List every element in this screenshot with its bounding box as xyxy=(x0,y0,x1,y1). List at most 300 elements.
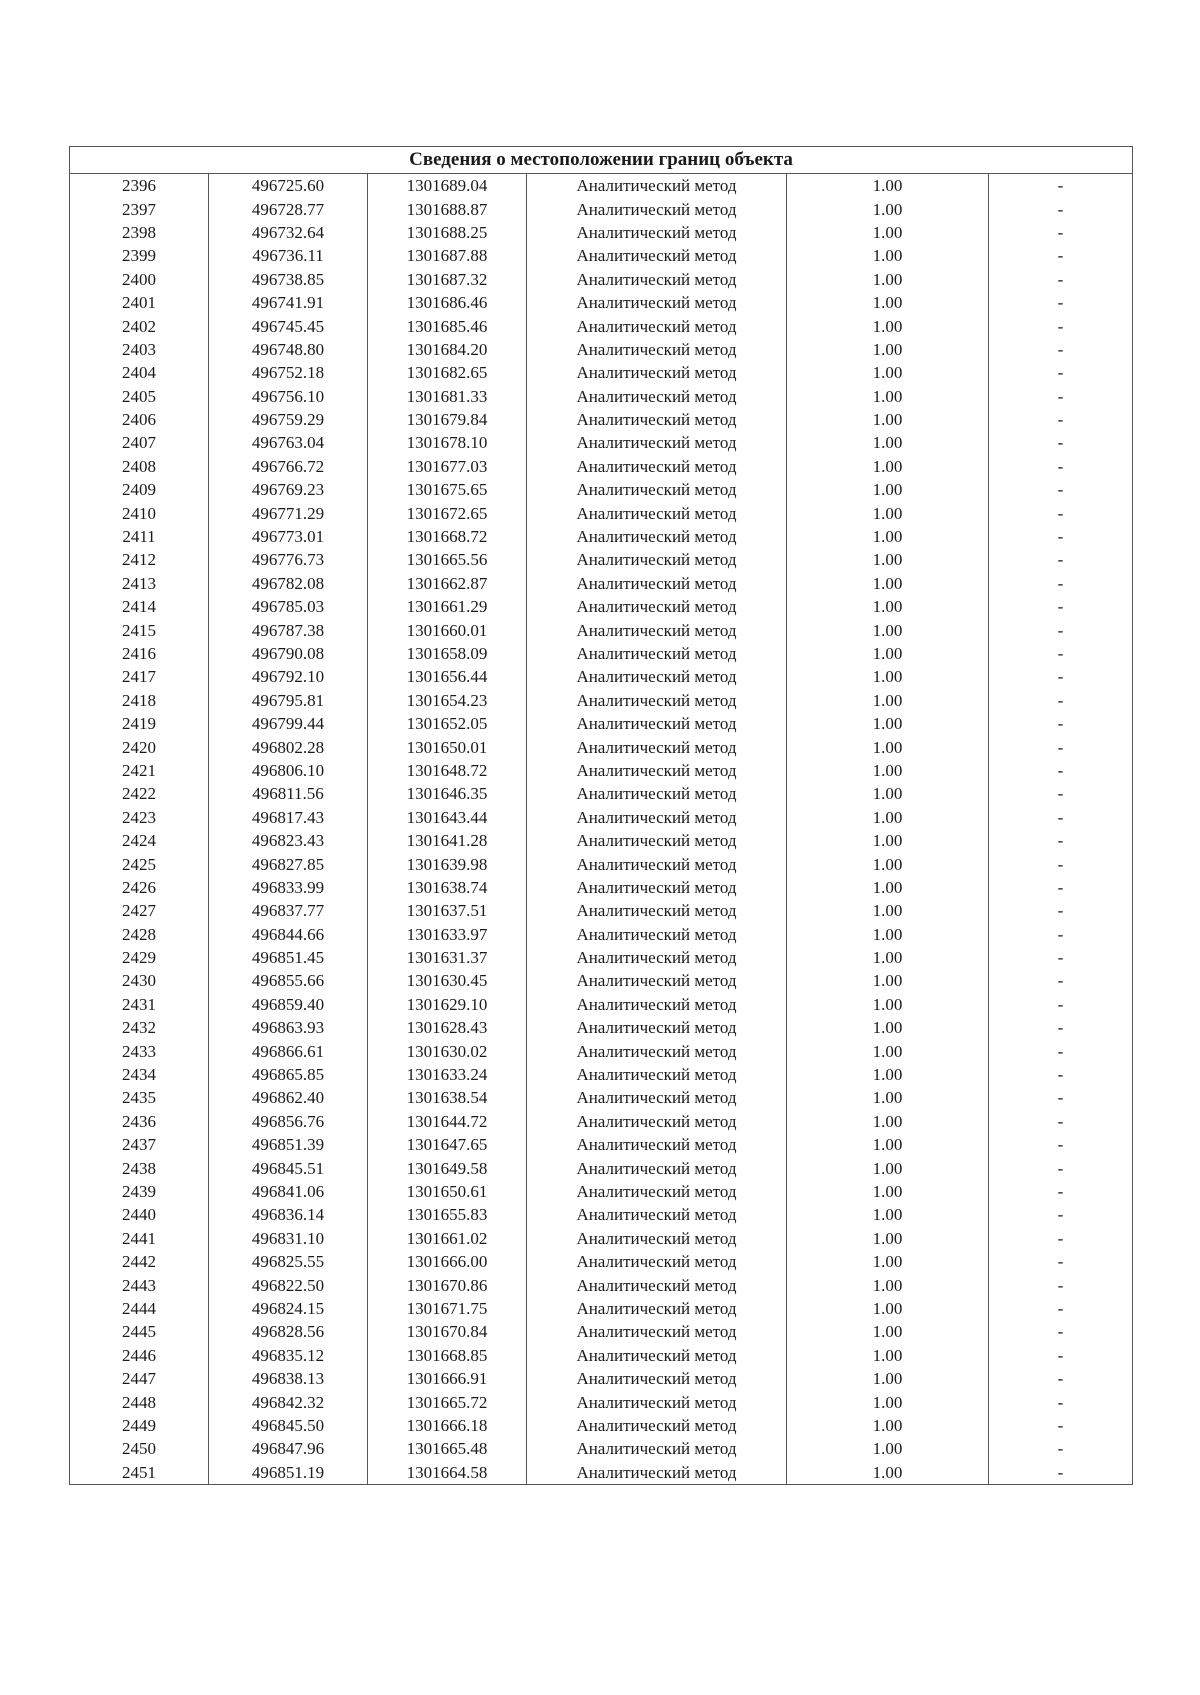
cell-y-coordinate: 1301682.65 xyxy=(368,361,527,384)
cell-description: - xyxy=(989,923,1133,946)
cell-y-coordinate: 1301664.58 xyxy=(368,1460,527,1484)
table-row xyxy=(70,993,1133,1016)
cell-method: Аналитический метод xyxy=(527,1367,787,1390)
cell-x-coordinate: 496822.50 xyxy=(209,1273,368,1296)
cell-description: - xyxy=(989,782,1133,805)
cell-description: - xyxy=(989,1063,1133,1086)
cell-accuracy: 1.00 xyxy=(787,1156,989,1179)
cell-point-number: 2410 xyxy=(70,501,209,524)
cell-accuracy: 1.00 xyxy=(787,618,989,641)
cell-method: Аналитический метод xyxy=(527,876,787,899)
cell-method: Аналитический метод xyxy=(527,1437,787,1460)
cell-y-coordinate: 1301628.43 xyxy=(368,1016,527,1039)
table-row xyxy=(70,338,1133,361)
cell-description: - xyxy=(989,829,1133,852)
cell-method: Аналитический метод xyxy=(527,501,787,524)
cell-y-coordinate: 1301685.46 xyxy=(368,314,527,337)
table-row xyxy=(70,1414,1133,1437)
cell-method: Аналитический метод xyxy=(527,1414,787,1437)
cell-method: Аналитический метод xyxy=(527,946,787,969)
cell-y-coordinate: 1301686.46 xyxy=(368,291,527,314)
cell-point-number: 2423 xyxy=(70,806,209,829)
cell-point-number: 2415 xyxy=(70,618,209,641)
cell-y-coordinate: 1301633.97 xyxy=(368,923,527,946)
cell-accuracy: 1.00 xyxy=(787,923,989,946)
cell-y-coordinate: 1301668.72 xyxy=(368,525,527,548)
cell-method: Аналитический метод xyxy=(527,1273,787,1296)
cell-y-coordinate: 1301629.10 xyxy=(368,993,527,1016)
cell-method: Аналитический метод xyxy=(527,1133,787,1156)
cell-point-number: 2445 xyxy=(70,1320,209,1343)
cell-x-coordinate: 496831.10 xyxy=(209,1227,368,1250)
table-row xyxy=(70,689,1133,712)
cell-y-coordinate: 1301637.51 xyxy=(368,899,527,922)
cell-y-coordinate: 1301687.88 xyxy=(368,244,527,267)
cell-point-number: 2431 xyxy=(70,993,209,1016)
cell-x-coordinate: 496769.23 xyxy=(209,478,368,501)
table-row xyxy=(70,455,1133,478)
cell-y-coordinate: 1301684.20 xyxy=(368,338,527,361)
cell-y-coordinate: 1301656.44 xyxy=(368,665,527,688)
cell-point-number: 2413 xyxy=(70,572,209,595)
cell-point-number: 2400 xyxy=(70,268,209,291)
table-row xyxy=(70,1437,1133,1460)
cell-y-coordinate: 1301679.84 xyxy=(368,408,527,431)
table-row xyxy=(70,969,1133,992)
cell-point-number: 2430 xyxy=(70,969,209,992)
table-row xyxy=(70,1133,1133,1156)
cell-x-coordinate: 496725.60 xyxy=(209,174,368,198)
cell-accuracy: 1.00 xyxy=(787,1110,989,1133)
table-title-row xyxy=(70,147,1133,174)
cell-method: Аналитический метод xyxy=(527,361,787,384)
cell-description: - xyxy=(989,899,1133,922)
cell-x-coordinate: 496845.50 xyxy=(209,1414,368,1437)
cell-y-coordinate: 1301646.35 xyxy=(368,782,527,805)
cell-method: Аналитический метод xyxy=(527,525,787,548)
cell-method: Аналитический метод xyxy=(527,1344,787,1367)
table-row xyxy=(70,174,1133,198)
table-row xyxy=(70,946,1133,969)
table-row xyxy=(70,197,1133,220)
cell-description: - xyxy=(989,501,1133,524)
cell-x-coordinate: 496736.11 xyxy=(209,244,368,267)
cell-x-coordinate: 496748.80 xyxy=(209,338,368,361)
cell-accuracy: 1.00 xyxy=(787,1297,989,1320)
cell-method: Аналитический метод xyxy=(527,314,787,337)
table-row xyxy=(70,1180,1133,1203)
cell-method: Аналитический метод xyxy=(527,385,787,408)
cell-x-coordinate: 496806.10 xyxy=(209,759,368,782)
table-body xyxy=(70,174,1133,1485)
cell-description: - xyxy=(989,478,1133,501)
cell-accuracy: 1.00 xyxy=(787,1390,989,1413)
cell-accuracy: 1.00 xyxy=(787,665,989,688)
cell-description: - xyxy=(989,431,1133,454)
cell-description: - xyxy=(989,1437,1133,1460)
cell-accuracy: 1.00 xyxy=(787,385,989,408)
cell-accuracy: 1.00 xyxy=(787,1250,989,1273)
cell-method: Аналитический метод xyxy=(527,244,787,267)
cell-description: - xyxy=(989,642,1133,665)
cell-accuracy: 1.00 xyxy=(787,525,989,548)
cell-y-coordinate: 1301665.72 xyxy=(368,1390,527,1413)
cell-accuracy: 1.00 xyxy=(787,735,989,758)
cell-y-coordinate: 1301668.85 xyxy=(368,1344,527,1367)
table-title: Сведения о местоположении границ объекта xyxy=(70,147,1133,174)
cell-x-coordinate: 496766.72 xyxy=(209,455,368,478)
table-row xyxy=(70,852,1133,875)
cell-method: Аналитический метод xyxy=(527,1390,787,1413)
cell-point-number: 2428 xyxy=(70,923,209,946)
table-row xyxy=(70,268,1133,291)
cell-x-coordinate: 496759.29 xyxy=(209,408,368,431)
table-row xyxy=(70,595,1133,618)
cell-accuracy: 1.00 xyxy=(787,338,989,361)
cell-method: Аналитический метод xyxy=(527,338,787,361)
cell-point-number: 2418 xyxy=(70,689,209,712)
cell-point-number: 2447 xyxy=(70,1367,209,1390)
cell-x-coordinate: 496838.13 xyxy=(209,1367,368,1390)
cell-accuracy: 1.00 xyxy=(787,478,989,501)
cell-method: Аналитический метод xyxy=(527,174,787,198)
cell-method: Аналитический метод xyxy=(527,899,787,922)
cell-method: Аналитический метод xyxy=(527,1460,787,1484)
cell-x-coordinate: 496728.77 xyxy=(209,197,368,220)
table-row xyxy=(70,1016,1133,1039)
cell-method: Аналитический метод xyxy=(527,712,787,735)
cell-y-coordinate: 1301666.91 xyxy=(368,1367,527,1390)
cell-point-number: 2403 xyxy=(70,338,209,361)
cell-x-coordinate: 496833.99 xyxy=(209,876,368,899)
cell-description: - xyxy=(989,1203,1133,1226)
table-row xyxy=(70,1250,1133,1273)
cell-description: - xyxy=(989,1414,1133,1437)
cell-accuracy: 1.00 xyxy=(787,1133,989,1156)
cell-accuracy: 1.00 xyxy=(787,876,989,899)
cell-y-coordinate: 1301644.72 xyxy=(368,1110,527,1133)
cell-y-coordinate: 1301677.03 xyxy=(368,455,527,478)
table-row xyxy=(70,1039,1133,1062)
table-row xyxy=(70,618,1133,641)
cell-y-coordinate: 1301665.56 xyxy=(368,548,527,571)
table-row xyxy=(70,899,1133,922)
cell-x-coordinate: 496776.73 xyxy=(209,548,368,571)
cell-accuracy: 1.00 xyxy=(787,1227,989,1250)
cell-point-number: 2399 xyxy=(70,244,209,267)
table-row xyxy=(70,829,1133,852)
table-row xyxy=(70,1110,1133,1133)
cell-accuracy: 1.00 xyxy=(787,1086,989,1109)
cell-accuracy: 1.00 xyxy=(787,197,989,220)
cell-method: Аналитический метод xyxy=(527,1180,787,1203)
cell-point-number: 2427 xyxy=(70,899,209,922)
cell-x-coordinate: 496855.66 xyxy=(209,969,368,992)
cell-method: Аналитический метод xyxy=(527,852,787,875)
table-row xyxy=(70,1460,1133,1484)
cell-method: Аналитический метод xyxy=(527,923,787,946)
cell-accuracy: 1.00 xyxy=(787,548,989,571)
cell-method: Аналитический метод xyxy=(527,1203,787,1226)
cell-point-number: 2446 xyxy=(70,1344,209,1367)
cell-y-coordinate: 1301672.65 xyxy=(368,501,527,524)
cell-point-number: 2421 xyxy=(70,759,209,782)
cell-method: Аналитический метод xyxy=(527,782,787,805)
cell-y-coordinate: 1301660.01 xyxy=(368,618,527,641)
cell-description: - xyxy=(989,385,1133,408)
cell-method: Аналитический метод xyxy=(527,1156,787,1179)
table-row xyxy=(70,759,1133,782)
cell-accuracy: 1.00 xyxy=(787,408,989,431)
table-row xyxy=(70,1203,1133,1226)
cell-description: - xyxy=(989,268,1133,291)
cell-point-number: 2438 xyxy=(70,1156,209,1179)
cell-point-number: 2401 xyxy=(70,291,209,314)
cell-y-coordinate: 1301630.02 xyxy=(368,1039,527,1062)
cell-accuracy: 1.00 xyxy=(787,1203,989,1226)
cell-x-coordinate: 496856.76 xyxy=(209,1110,368,1133)
cell-method: Аналитический метод xyxy=(527,1227,787,1250)
cell-accuracy: 1.00 xyxy=(787,1063,989,1086)
cell-accuracy: 1.00 xyxy=(787,268,989,291)
cell-method: Аналитический метод xyxy=(527,408,787,431)
cell-description: - xyxy=(989,174,1133,198)
table-row xyxy=(70,1367,1133,1390)
cell-method: Аналитический метод xyxy=(527,665,787,688)
table-row xyxy=(70,525,1133,548)
cell-x-coordinate: 496741.91 xyxy=(209,291,368,314)
cell-description: - xyxy=(989,455,1133,478)
table-row xyxy=(70,501,1133,524)
cell-point-number: 2412 xyxy=(70,548,209,571)
cell-description: - xyxy=(989,338,1133,361)
cell-x-coordinate: 496771.29 xyxy=(209,501,368,524)
cell-x-coordinate: 496799.44 xyxy=(209,712,368,735)
cell-accuracy: 1.00 xyxy=(787,1414,989,1437)
cell-description: - xyxy=(989,408,1133,431)
table-row xyxy=(70,548,1133,571)
cell-method: Аналитический метод xyxy=(527,1110,787,1133)
cell-x-coordinate: 496835.12 xyxy=(209,1344,368,1367)
table-row xyxy=(70,385,1133,408)
table-row xyxy=(70,1156,1133,1179)
cell-accuracy: 1.00 xyxy=(787,993,989,1016)
cell-description: - xyxy=(989,993,1133,1016)
cell-x-coordinate: 496792.10 xyxy=(209,665,368,688)
cell-description: - xyxy=(989,969,1133,992)
table-row xyxy=(70,923,1133,946)
cell-x-coordinate: 496841.06 xyxy=(209,1180,368,1203)
cell-point-number: 2440 xyxy=(70,1203,209,1226)
cell-y-coordinate: 1301638.74 xyxy=(368,876,527,899)
cell-accuracy: 1.00 xyxy=(787,806,989,829)
cell-x-coordinate: 496836.14 xyxy=(209,1203,368,1226)
cell-accuracy: 1.00 xyxy=(787,969,989,992)
cell-y-coordinate: 1301658.09 xyxy=(368,642,527,665)
cell-y-coordinate: 1301670.86 xyxy=(368,1273,527,1296)
cell-accuracy: 1.00 xyxy=(787,782,989,805)
cell-method: Аналитический метод xyxy=(527,993,787,1016)
cell-description: - xyxy=(989,618,1133,641)
cell-point-number: 2439 xyxy=(70,1180,209,1203)
cell-description: - xyxy=(989,1039,1133,1062)
cell-accuracy: 1.00 xyxy=(787,1320,989,1343)
cell-x-coordinate: 496823.43 xyxy=(209,829,368,852)
cell-method: Аналитический метод xyxy=(527,197,787,220)
table-row xyxy=(70,1320,1133,1343)
cell-y-coordinate: 1301639.98 xyxy=(368,852,527,875)
cell-x-coordinate: 496763.04 xyxy=(209,431,368,454)
cell-description: - xyxy=(989,1390,1133,1413)
cell-point-number: 2397 xyxy=(70,197,209,220)
cell-point-number: 2436 xyxy=(70,1110,209,1133)
table-row xyxy=(70,1390,1133,1413)
cell-y-coordinate: 1301666.00 xyxy=(368,1250,527,1273)
cell-description: - xyxy=(989,1086,1133,1109)
cell-point-number: 2405 xyxy=(70,385,209,408)
cell-point-number: 2434 xyxy=(70,1063,209,1086)
cell-y-coordinate: 1301687.32 xyxy=(368,268,527,291)
cell-description: - xyxy=(989,665,1133,688)
cell-description: - xyxy=(989,852,1133,875)
cell-accuracy: 1.00 xyxy=(787,221,989,244)
cell-y-coordinate: 1301688.87 xyxy=(368,197,527,220)
table-row xyxy=(70,221,1133,244)
cell-x-coordinate: 496859.40 xyxy=(209,993,368,1016)
cell-point-number: 2429 xyxy=(70,946,209,969)
cell-point-number: 2406 xyxy=(70,408,209,431)
cell-x-coordinate: 496752.18 xyxy=(209,361,368,384)
cell-x-coordinate: 496827.85 xyxy=(209,852,368,875)
cell-description: - xyxy=(989,361,1133,384)
table-row xyxy=(70,1273,1133,1296)
cell-y-coordinate: 1301631.37 xyxy=(368,946,527,969)
cell-accuracy: 1.00 xyxy=(787,852,989,875)
cell-point-number: 2442 xyxy=(70,1250,209,1273)
cell-y-coordinate: 1301662.87 xyxy=(368,572,527,595)
cell-y-coordinate: 1301654.23 xyxy=(368,689,527,712)
cell-y-coordinate: 1301643.44 xyxy=(368,806,527,829)
cell-point-number: 2420 xyxy=(70,735,209,758)
cell-method: Аналитический метод xyxy=(527,1086,787,1109)
cell-point-number: 2409 xyxy=(70,478,209,501)
cell-y-coordinate: 1301648.72 xyxy=(368,759,527,782)
cell-y-coordinate: 1301675.65 xyxy=(368,478,527,501)
cell-accuracy: 1.00 xyxy=(787,501,989,524)
cell-description: - xyxy=(989,572,1133,595)
cell-x-coordinate: 496811.56 xyxy=(209,782,368,805)
cell-y-coordinate: 1301665.48 xyxy=(368,1437,527,1460)
cell-x-coordinate: 496844.66 xyxy=(209,923,368,946)
cell-description: - xyxy=(989,1273,1133,1296)
table-row xyxy=(70,642,1133,665)
cell-accuracy: 1.00 xyxy=(787,244,989,267)
cell-point-number: 2449 xyxy=(70,1414,209,1437)
table-row xyxy=(70,1297,1133,1320)
cell-point-number: 2398 xyxy=(70,221,209,244)
cell-y-coordinate: 1301681.33 xyxy=(368,385,527,408)
cell-description: - xyxy=(989,806,1133,829)
table-row xyxy=(70,665,1133,688)
table-row xyxy=(70,1063,1133,1086)
cell-x-coordinate: 496865.85 xyxy=(209,1063,368,1086)
cell-point-number: 2417 xyxy=(70,665,209,688)
cell-accuracy: 1.00 xyxy=(787,1460,989,1484)
cell-accuracy: 1.00 xyxy=(787,1273,989,1296)
cell-method: Аналитический метод xyxy=(527,1250,787,1273)
cell-x-coordinate: 496787.38 xyxy=(209,618,368,641)
cell-x-coordinate: 496773.01 xyxy=(209,525,368,548)
cell-x-coordinate: 496824.15 xyxy=(209,1297,368,1320)
cell-point-number: 2451 xyxy=(70,1460,209,1484)
cell-y-coordinate: 1301671.75 xyxy=(368,1297,527,1320)
table-row xyxy=(70,291,1133,314)
cell-method: Аналитический метод xyxy=(527,735,787,758)
cell-accuracy: 1.00 xyxy=(787,689,989,712)
cell-point-number: 2396 xyxy=(70,174,209,198)
cell-point-number: 2450 xyxy=(70,1437,209,1460)
table-row xyxy=(70,572,1133,595)
cell-description: - xyxy=(989,759,1133,782)
cell-accuracy: 1.00 xyxy=(787,899,989,922)
cell-description: - xyxy=(989,1133,1133,1156)
cell-description: - xyxy=(989,1227,1133,1250)
cell-accuracy: 1.00 xyxy=(787,595,989,618)
table-row xyxy=(70,1227,1133,1250)
cell-method: Аналитический метод xyxy=(527,806,787,829)
cell-description: - xyxy=(989,689,1133,712)
cell-accuracy: 1.00 xyxy=(787,1437,989,1460)
cell-x-coordinate: 496756.10 xyxy=(209,385,368,408)
cell-accuracy: 1.00 xyxy=(787,759,989,782)
cell-y-coordinate: 1301661.02 xyxy=(368,1227,527,1250)
cell-description: - xyxy=(989,735,1133,758)
cell-x-coordinate: 496782.08 xyxy=(209,572,368,595)
cell-method: Аналитический метод xyxy=(527,221,787,244)
cell-y-coordinate: 1301630.45 xyxy=(368,969,527,992)
cell-y-coordinate: 1301661.29 xyxy=(368,595,527,618)
cell-point-number: 2402 xyxy=(70,314,209,337)
cell-method: Аналитический метод xyxy=(527,618,787,641)
cell-point-number: 2437 xyxy=(70,1133,209,1156)
cell-accuracy: 1.00 xyxy=(787,1039,989,1062)
cell-x-coordinate: 496851.19 xyxy=(209,1460,368,1484)
cell-description: - xyxy=(989,1367,1133,1390)
cell-method: Аналитический метод xyxy=(527,548,787,571)
cell-method: Аналитический метод xyxy=(527,291,787,314)
cell-x-coordinate: 496828.56 xyxy=(209,1320,368,1343)
cell-x-coordinate: 496847.96 xyxy=(209,1437,368,1460)
cell-x-coordinate: 496785.03 xyxy=(209,595,368,618)
cell-point-number: 2404 xyxy=(70,361,209,384)
cell-method: Аналитический метод xyxy=(527,478,787,501)
cell-description: - xyxy=(989,712,1133,735)
cell-accuracy: 1.00 xyxy=(787,642,989,665)
cell-x-coordinate: 496851.45 xyxy=(209,946,368,969)
cell-point-number: 2411 xyxy=(70,525,209,548)
cell-y-coordinate: 1301641.28 xyxy=(368,829,527,852)
cell-accuracy: 1.00 xyxy=(787,1180,989,1203)
table-row xyxy=(70,876,1133,899)
cell-method: Аналитический метод xyxy=(527,1039,787,1062)
cell-description: - xyxy=(989,525,1133,548)
cell-y-coordinate: 1301650.01 xyxy=(368,735,527,758)
cell-method: Аналитический метод xyxy=(527,829,787,852)
cell-accuracy: 1.00 xyxy=(787,712,989,735)
cell-point-number: 2419 xyxy=(70,712,209,735)
cell-method: Аналитический метод xyxy=(527,595,787,618)
cell-method: Аналитический метод xyxy=(527,759,787,782)
